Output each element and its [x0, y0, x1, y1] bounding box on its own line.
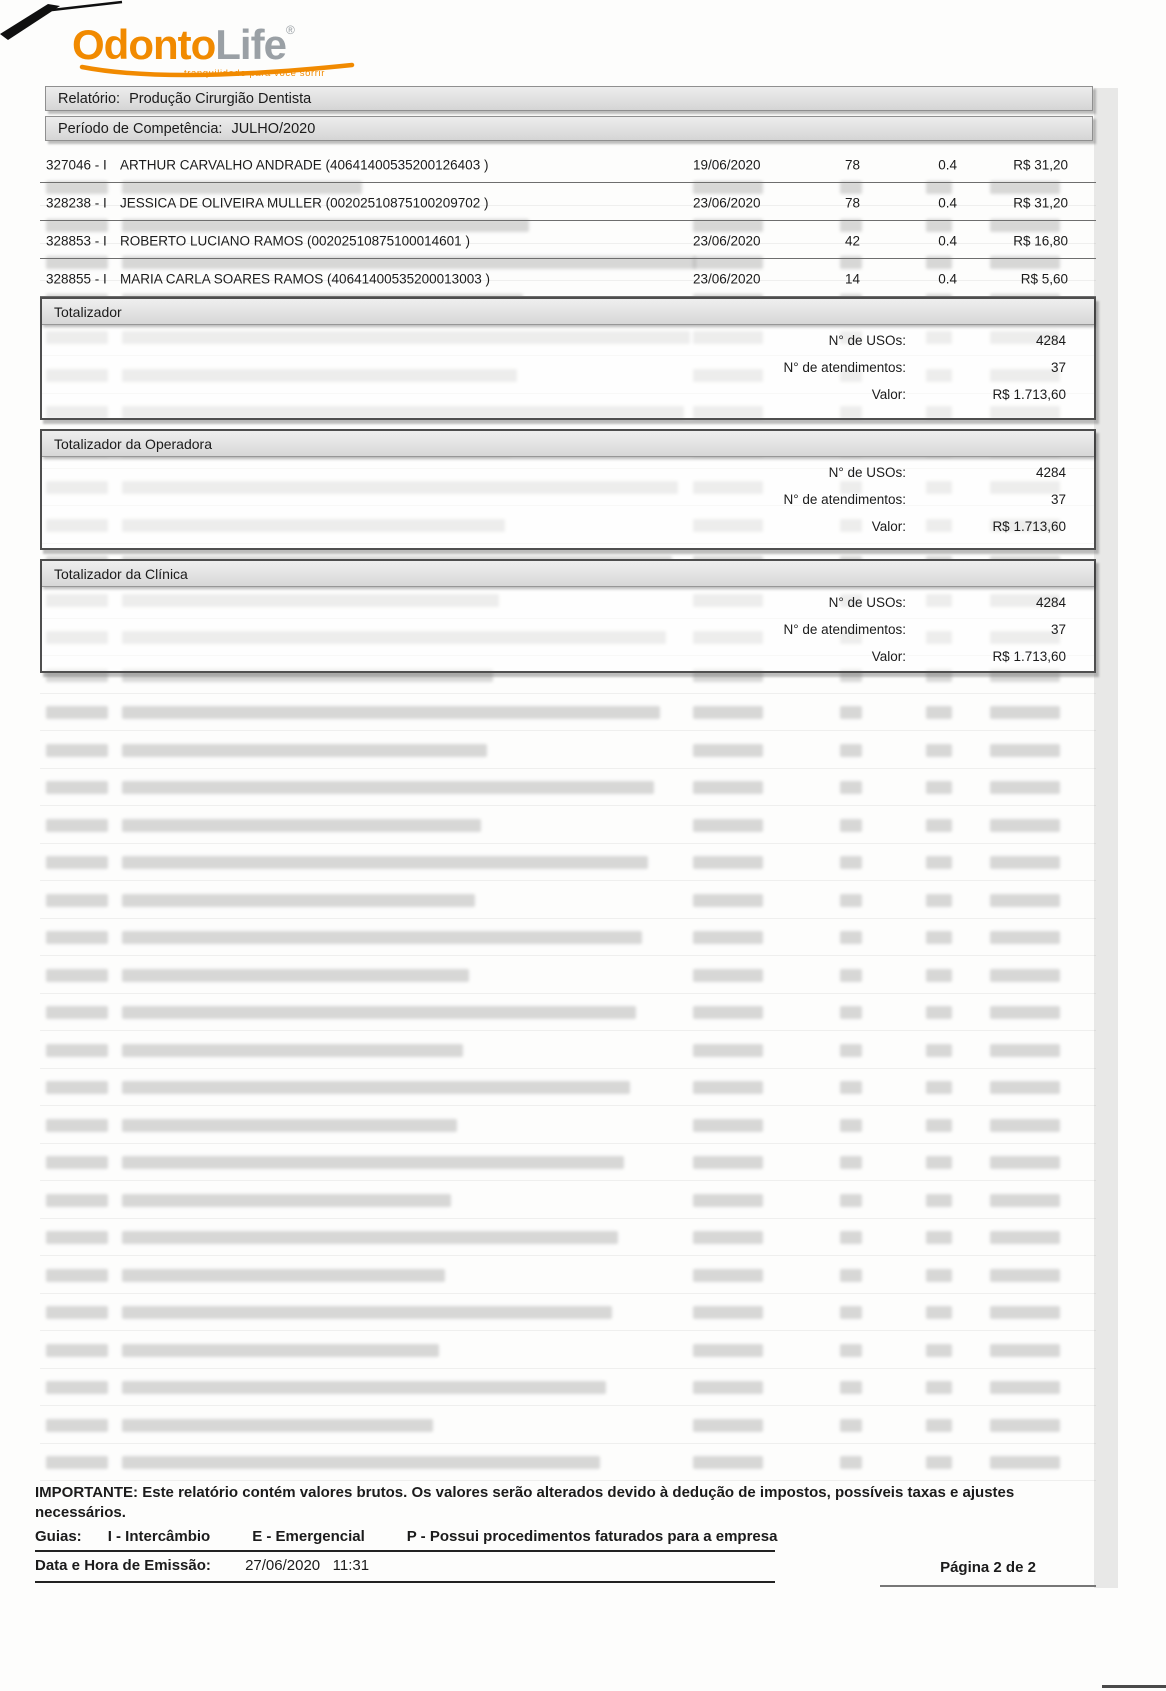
attendance-date: 23/06/2020 [693, 195, 761, 211]
table-row [40, 221, 1096, 259]
patient-name: JESSICA DE OLIVEIRA MULLER (00202510875100209702 ) [120, 195, 489, 211]
totalizer-value: R$ 1.713,60 [992, 519, 1066, 534]
logo-text-secondary: Life [215, 21, 286, 68]
factor-value: 0.4 [938, 157, 957, 173]
totalizer-row [42, 616, 1066, 643]
totalizer-row [42, 381, 1066, 408]
report-label: Relatório: [58, 90, 121, 107]
totalizer-box [40, 559, 1096, 673]
guide-type-intercambio: I - Intercâmbio [107, 1528, 211, 1545]
page-number: Página 2 de 2 [880, 1559, 1096, 1587]
guide-type-emergencial: E - Emergencial [252, 1528, 365, 1545]
registered-trademark-symbol: ® [285, 23, 294, 37]
totalizer-header [42, 561, 1094, 587]
totalizer-title: Totalizador [54, 303, 122, 320]
scan-corner-mark [0, 0, 140, 48]
totalizer-value: R$ 1.713,60 [992, 387, 1066, 402]
totalizer-box [40, 429, 1096, 550]
table-row [40, 259, 1096, 297]
amount-value: R$ 31,20 [1013, 195, 1068, 211]
attendance-date: 23/06/2020 [693, 271, 761, 287]
totalizer-body [42, 457, 1094, 540]
uses-count: 14 [844, 271, 860, 287]
totalizer-header [42, 299, 1094, 325]
amount-value: R$ 5,60 [1020, 271, 1068, 287]
scan-bottom-mark [1102, 1685, 1166, 1688]
totalizer-body [42, 325, 1094, 408]
totalizer-label: N° de USOs: [828, 465, 906, 480]
report-value: Produção Cirurgião Dentista [129, 90, 312, 107]
period-label: Período de Competência: [58, 120, 223, 137]
attendance-date: 19/06/2020 [693, 157, 761, 173]
totalizer-value: 4284 [1035, 333, 1066, 348]
period-bar [45, 116, 1093, 141]
guides-label: Guias: [35, 1528, 82, 1545]
totalizer-header [42, 431, 1094, 457]
uses-count: 78 [844, 157, 860, 173]
totalizer-label: N° de atendimentos: [783, 622, 906, 637]
guide-code: 328855 - I [46, 271, 107, 287]
production-table [40, 145, 1096, 297]
amount-value: R$ 16,80 [1013, 233, 1068, 249]
report-title-bar [45, 86, 1093, 111]
uses-count: 78 [844, 195, 860, 211]
factor-value: 0.4 [938, 271, 957, 287]
totalizer-value: R$ 1.713,60 [992, 649, 1066, 664]
attendance-date: 23/06/2020 [693, 233, 761, 249]
totalizer-row [42, 643, 1066, 670]
emission-label: Data e Hora de Emissão: [35, 1557, 211, 1574]
totalizer-row [42, 589, 1066, 616]
totalizer-value: 4284 [1035, 465, 1066, 480]
totalizer-value: 4284 [1035, 595, 1066, 610]
totalizer-label: Valor: [871, 519, 906, 534]
important-note [35, 1483, 1040, 1524]
table-row [40, 183, 1096, 221]
uses-count: 42 [844, 233, 860, 249]
guides-legend [35, 1528, 778, 1552]
emission-datetime: 27/06/2020 11:31 [245, 1557, 370, 1574]
table-row [40, 145, 1096, 183]
emission-row [35, 1557, 775, 1583]
totalizer-body [42, 587, 1094, 670]
totalizer-row [42, 327, 1066, 354]
totalizer-label: N° de atendimentos: [783, 492, 906, 507]
amount-value: R$ 31,20 [1013, 157, 1068, 173]
logo-text-primary: Odonto [72, 21, 216, 68]
totalizer-row [42, 513, 1066, 540]
totalizer-label: Valor: [871, 387, 906, 402]
logo-tagline: tranquilidade para você sorrir [184, 68, 326, 79]
totalizer-box [40, 297, 1096, 420]
factor-value: 0.4 [938, 195, 957, 211]
totalizer-row [42, 486, 1066, 513]
totalizer-value: 37 [1050, 622, 1066, 637]
totalizer-title: Totalizador da Clínica [54, 565, 188, 582]
guide-code: 327046 - I [46, 157, 107, 173]
totalizer-label: Valor: [871, 649, 906, 664]
totalizer-label: N° de atendimentos: [783, 360, 906, 375]
guide-code: 328853 - I [46, 233, 107, 249]
totalizer-label: N° de USOs: [828, 595, 906, 610]
totalizer-value: 37 [1050, 360, 1066, 375]
period-value: JULHO/2020 [231, 120, 316, 137]
patient-name: MARIA CARLA SOARES RAMOS (40641400535200013003 ) [120, 271, 490, 287]
factor-value: 0.4 [938, 233, 957, 249]
totalizer-title: Totalizador da Operadora [54, 435, 212, 452]
totalizer-row [42, 459, 1066, 486]
patient-name: ARTHUR CARVALHO ANDRADE (40641400535200126403 ) [120, 157, 489, 173]
guide-code: 328238 - I [46, 195, 107, 211]
important-text: Este relatório contém valores brutos. Os valores serão alterados devido à dedução de impostos, possíveis taxas e ajustes necessários. [35, 1484, 1015, 1522]
totalizer-row [42, 354, 1066, 381]
patient-name: ROBERTO LUCIANO RAMOS (00202510875100014601 ) [120, 233, 470, 249]
totalizer-value: 37 [1050, 492, 1066, 507]
guide-type-faturado: P - Possui procedimentos faturados para a empresa [406, 1528, 778, 1545]
totalizer-label: N° de USOs: [828, 333, 906, 348]
scan-shadow-strip [1094, 88, 1118, 1588]
important-label: IMPORTANTE: [35, 1484, 139, 1501]
